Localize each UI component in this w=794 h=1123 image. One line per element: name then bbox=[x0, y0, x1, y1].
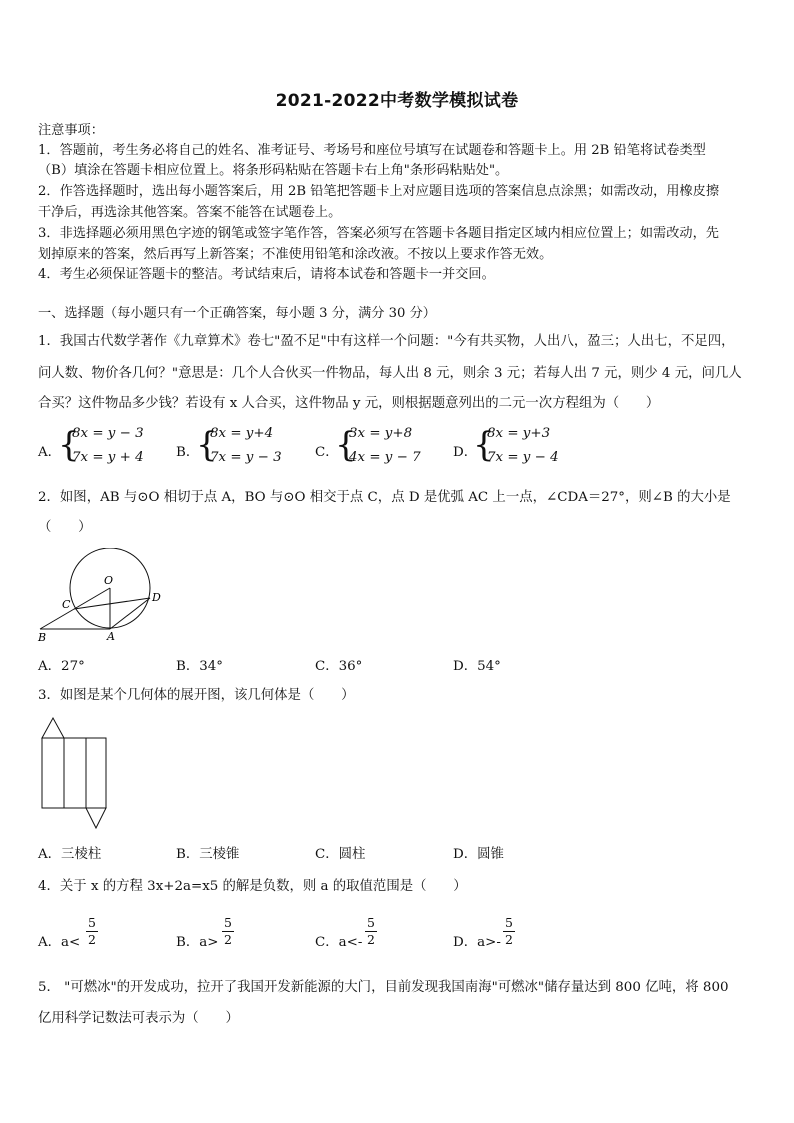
denominator: 2 bbox=[224, 932, 232, 947]
denominator: 2 bbox=[88, 932, 96, 947]
question-3-text: 3．如图是某个几何体的展开图，该几何体是（ ） bbox=[38, 688, 355, 703]
option-label: D． bbox=[453, 445, 478, 460]
question-4-text: 4．关于 x 的方程 3x+2a=x5 的解是负数，则 a 的取值范围是（ ） bbox=[38, 879, 467, 894]
equation: 7x = y + 4 bbox=[72, 450, 144, 465]
page-title: 2021-2022中考数学模拟试卷 bbox=[275, 91, 519, 111]
net-face bbox=[86, 738, 106, 808]
brace-icon: { bbox=[196, 425, 218, 465]
question-1-text: 1．我国古代数学著作《九章算术》卷七"盈不足"中有这样一个问题："今有共买物，人出八，盈三；人出七，不足四， bbox=[38, 334, 735, 349]
equation: 8x = y+3 bbox=[487, 426, 551, 441]
equation: 3x = y+8 bbox=[349, 426, 413, 441]
denominator: 2 bbox=[367, 932, 375, 947]
equation: 8x = y − 3 bbox=[72, 426, 144, 441]
bottom-triangle bbox=[86, 808, 106, 828]
fraction bbox=[503, 916, 515, 947]
net-face bbox=[42, 738, 64, 808]
label-o: O bbox=[104, 574, 114, 587]
brace-icon: { bbox=[473, 425, 495, 465]
notice-line: 4．考生必须保证答题卡的整洁。考试结束后，请将本试卷和答题卡一并交回。 bbox=[38, 267, 495, 282]
equation: 8x = y+4 bbox=[210, 426, 274, 441]
option-label: B． bbox=[176, 445, 200, 460]
notice-line: 3．非选择题必须用黑色字迹的钢笔或签字笔作答，答案必须写在答题卡各题目指定区域内相应位置上；如需改动，先 bbox=[38, 226, 719, 241]
equation: 4x = y − 7 bbox=[349, 450, 421, 465]
option-c: C．36° bbox=[315, 659, 363, 674]
equation: 7x = y − 4 bbox=[487, 450, 559, 465]
option-a: A．三棱柱 bbox=[38, 847, 102, 862]
numerator: 5 bbox=[367, 915, 375, 930]
numerator: 5 bbox=[224, 915, 232, 930]
label-d: D bbox=[152, 591, 161, 604]
equation-system bbox=[196, 425, 300, 470]
fraction bbox=[86, 916, 98, 947]
label-b: B bbox=[38, 631, 47, 644]
equation-system bbox=[335, 425, 439, 470]
equation-system bbox=[58, 425, 162, 470]
option-label: A．a< bbox=[38, 935, 81, 950]
notice-line: 2．作答选择题时，选出每小题答案后，用 2B 铅笔把答题卡上对应题目选项的答案信息点涂黑；如需改动，用橡皮擦 bbox=[38, 184, 720, 199]
prism-net-figure bbox=[38, 716, 110, 832]
section-heading: 一、选择题（每小题只有一个正确答案，每小题 3 分，满分 30 分） bbox=[38, 306, 436, 321]
notice-line: 1．答题前，考生务必将自己的姓名、准考证号、考场号和座位号填写在试题卷和答题卡上。用 2B 铅笔将试卷类型 bbox=[38, 143, 706, 158]
option-label: B．a> bbox=[176, 935, 219, 950]
net-face bbox=[64, 738, 86, 808]
notice-header: 注意事项： bbox=[38, 123, 104, 138]
option-label: C． bbox=[315, 445, 339, 460]
question-1-text: 合买？这件物品多少钱？若设有 x 人合买，这件物品 y 元，则根据题意列出的二元一次方程组为（ ） bbox=[38, 396, 660, 411]
option-d: D．圆锥 bbox=[453, 847, 504, 862]
option-label: A． bbox=[38, 445, 62, 460]
label-c: C bbox=[62, 598, 71, 611]
option-label: D．a>- bbox=[453, 935, 501, 950]
fraction bbox=[222, 916, 234, 947]
numerator: 5 bbox=[505, 915, 513, 930]
question-5-text: 5． "可燃冰"的开发成功，拉开了我国开发新能源的大门，目前发现我国南海"可燃冰"储存量达到 800 亿吨，将 800 bbox=[38, 980, 729, 995]
numerator: 5 bbox=[88, 915, 96, 930]
question-2-text: （ ） bbox=[38, 520, 92, 535]
notice-line: （B）填涂在答题卡相应位置上。将条形码粘贴在答题卡右上角"条形码粘贴处"。 bbox=[38, 163, 509, 178]
label-a: A bbox=[107, 630, 115, 643]
question-2-text: 2．如图，AB 与⊙O 相切于点 A，BO 与⊙O 相交于点 C，点 D 是优弧 AC 上一点，∠CDA＝27°，则∠B 的大小是 bbox=[38, 490, 731, 505]
brace-icon: { bbox=[335, 425, 357, 465]
tangent-circle-figure bbox=[36, 548, 166, 644]
equation-system bbox=[473, 425, 577, 470]
option-c: C．圆柱 bbox=[315, 847, 366, 862]
denominator: 2 bbox=[505, 932, 513, 947]
option-label: C．a<- bbox=[315, 935, 363, 950]
option-d: D．54° bbox=[453, 659, 501, 674]
question-5-text: 亿用科学记数法可表示为（ ） bbox=[38, 1011, 239, 1026]
option-a: A．27° bbox=[38, 659, 85, 674]
brace-icon: { bbox=[58, 425, 80, 465]
option-b: B．34° bbox=[176, 659, 223, 674]
question-1-text: 问人数、物价各几何？"意思是：几个人合伙买一件物品，每人出 8 元，则余 3 元；若每人出 7 元，则少 4 元，问几人 bbox=[38, 366, 742, 381]
fraction bbox=[365, 916, 377, 947]
notice-line: 划掉原来的答案，然后再写上新答案；不准使用铅笔和涂改液。不按以上要求作答无效。 bbox=[38, 247, 553, 262]
equation: 7x = y − 3 bbox=[210, 450, 282, 465]
top-triangle bbox=[42, 718, 64, 738]
option-b: B．三棱锥 bbox=[176, 847, 240, 862]
notice-line: 干净后，再选涂其他答案。答案不能答在试题卷上。 bbox=[38, 205, 342, 220]
